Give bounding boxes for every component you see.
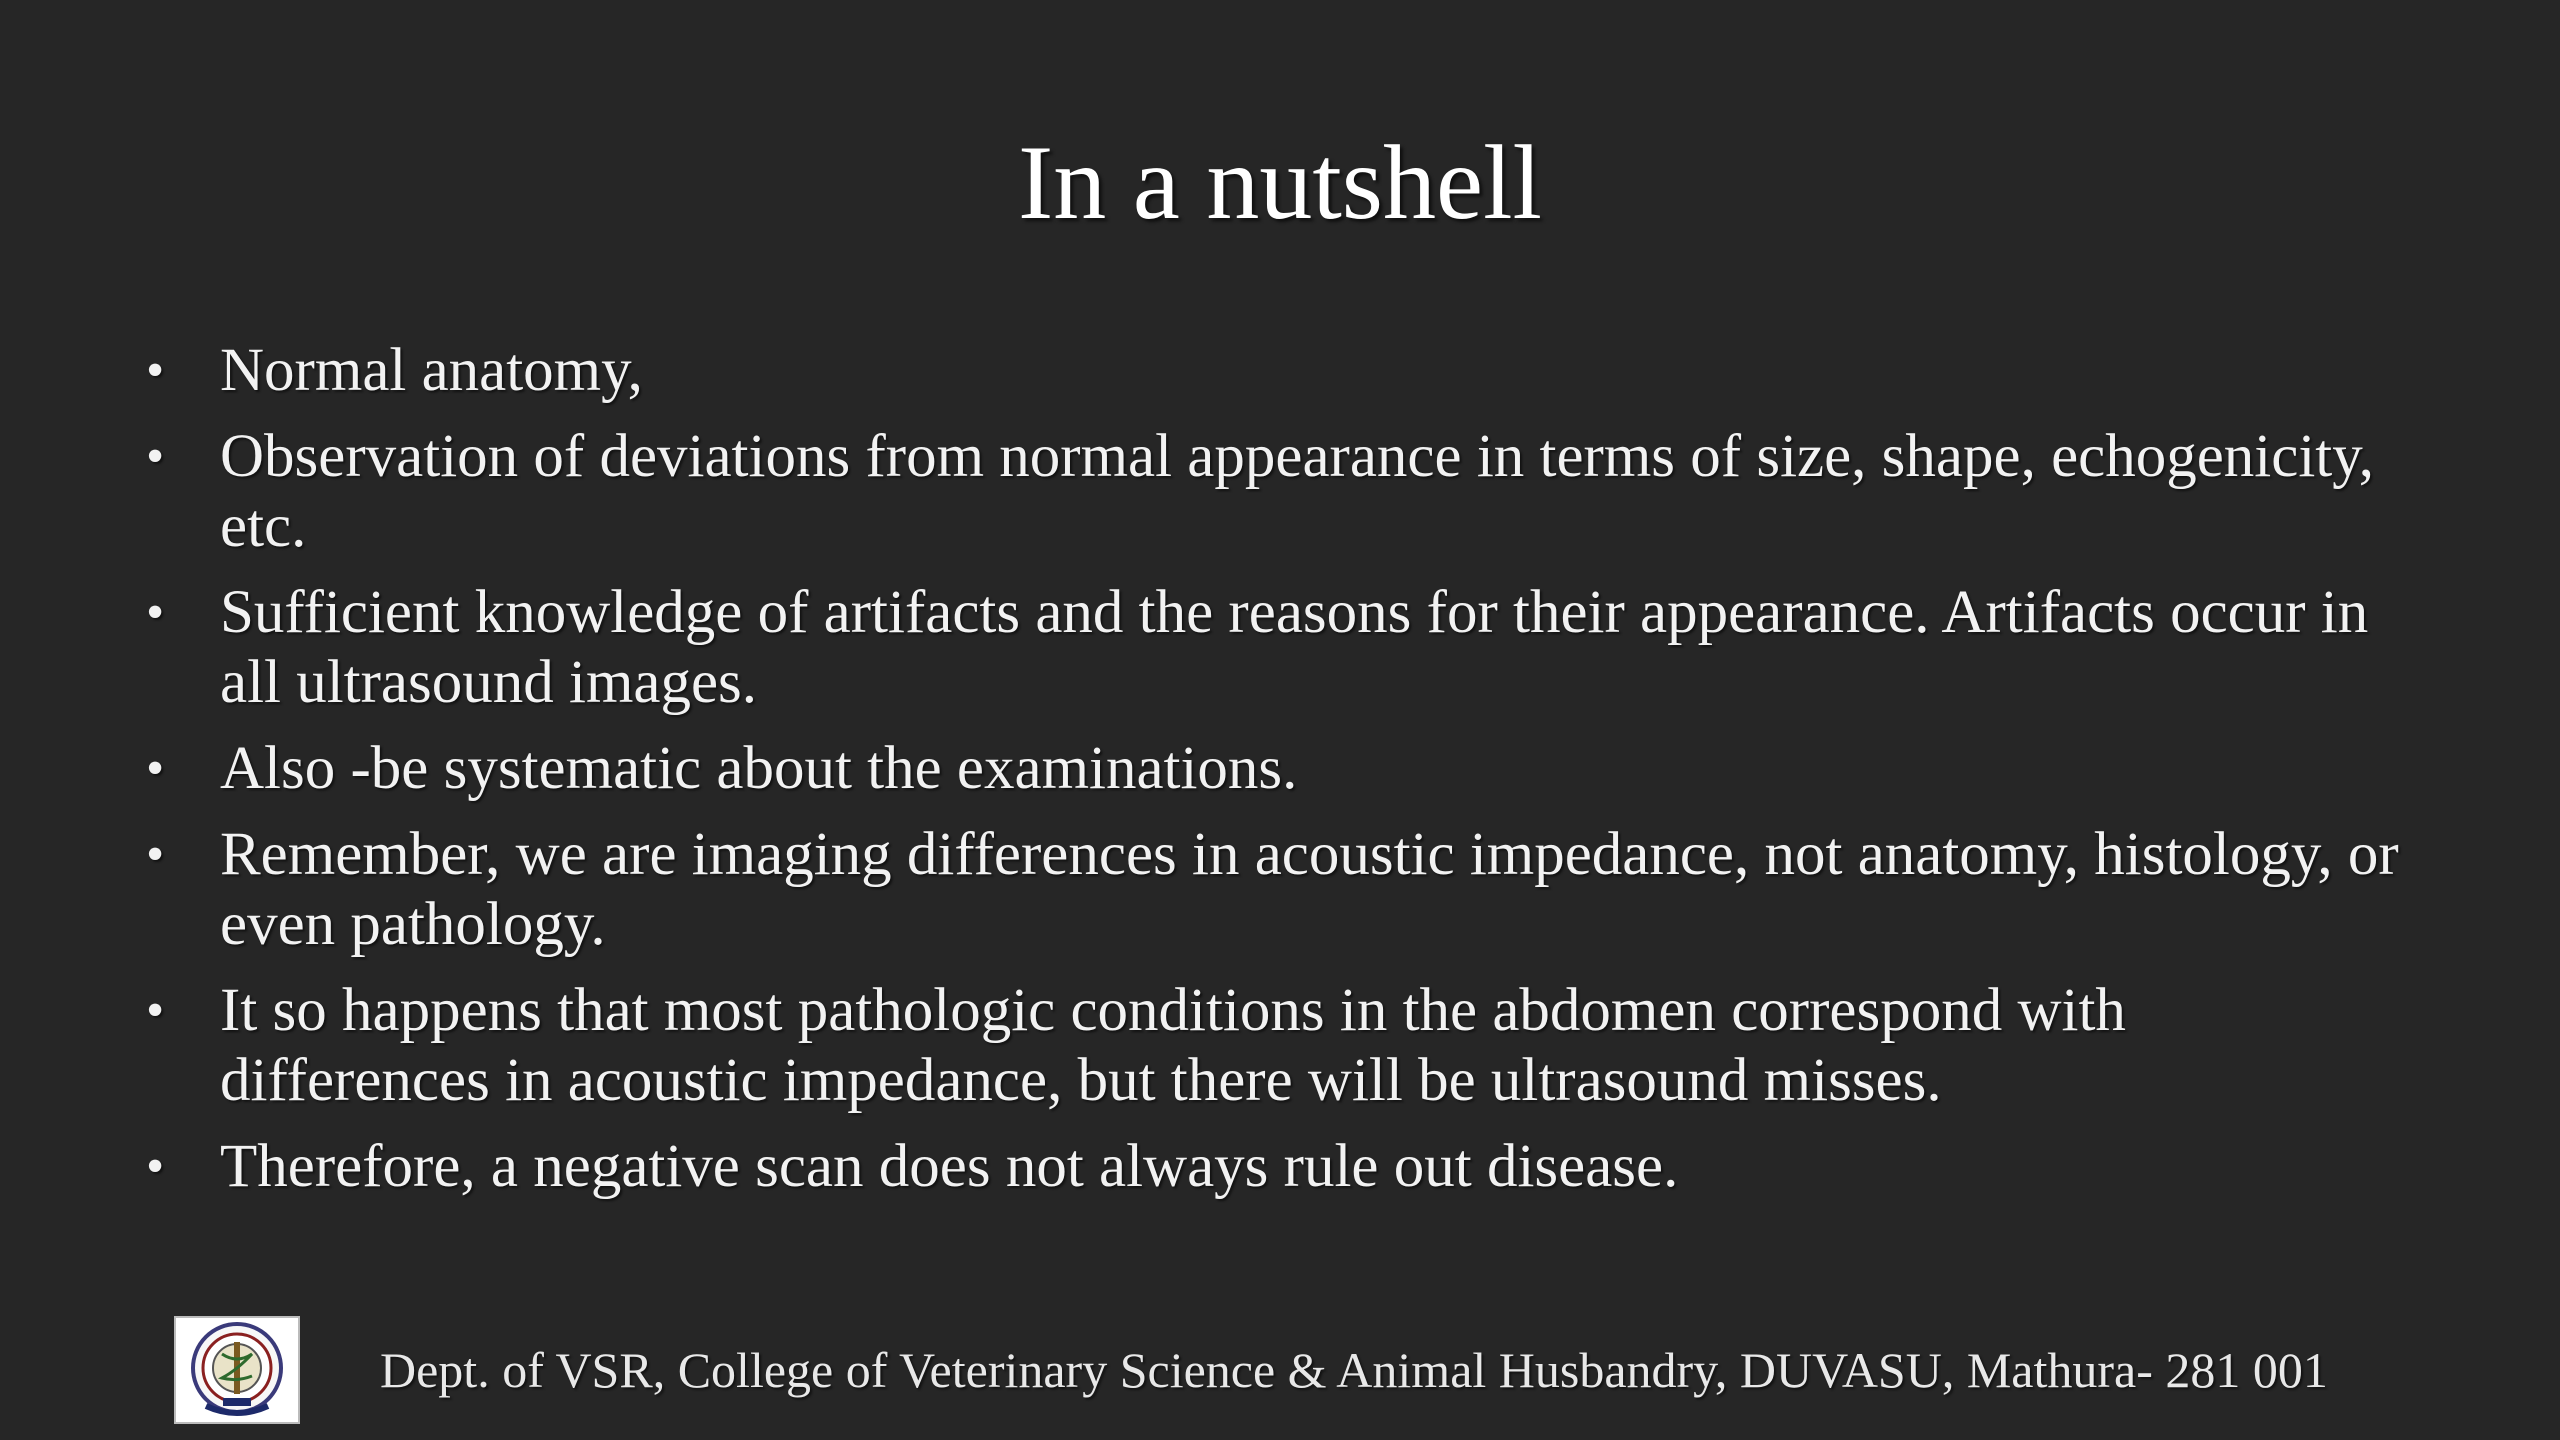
seal-graphic [176,1318,298,1422]
university-seal-icon [174,1316,300,1424]
footer [0,1310,2560,1430]
bullet-text: Also -be systematic about the examinations. [220,735,1298,802]
bullet-item [140,734,2400,804]
bullet-item [140,336,2400,406]
slide-title: In a nutshell [1018,124,1542,241]
bullet-icon: • [146,982,165,1039]
bullet-text: Observation of deviations from normal appearance in terms of size, shape, echogenicity, etc. [220,423,2375,560]
bullet-item [140,578,2400,718]
footer-department-text: Dept. of VSR, College of Veterinary Science & Animal Husbandry, DUVASU, Mathura- 281 001 [380,1342,2328,1398]
bullet-icon: • [146,1138,165,1195]
bullet-item [140,422,2400,562]
bullet-icon: • [146,740,165,797]
bullet-item [140,1132,2400,1202]
bullet-text: Sufficient knowledge of artifacts and the reasons for their appearance. Artifacts occur in all ultrasound images. [220,579,2369,716]
bullet-text: Remember, we are imaging differences in acoustic impedance, not anatomy, histology, or even pathology. [220,821,2399,958]
bullet-list [140,336,2400,1218]
bullet-icon: • [146,584,165,641]
bullet-icon: • [146,342,165,399]
bullet-text: Normal anatomy, [220,337,643,404]
bullet-icon: • [146,428,165,485]
bullet-icon: • [146,826,165,883]
bullet-text: Therefore, a negative scan does not always rule out disease. [220,1133,1679,1200]
bullet-text: It so happens that most pathologic conditions in the abdomen correspond with differences in acoustic impedance, but there will be ultrasound misses. [220,977,2126,1114]
bullet-item [140,976,2400,1116]
bullet-item [140,820,2400,960]
